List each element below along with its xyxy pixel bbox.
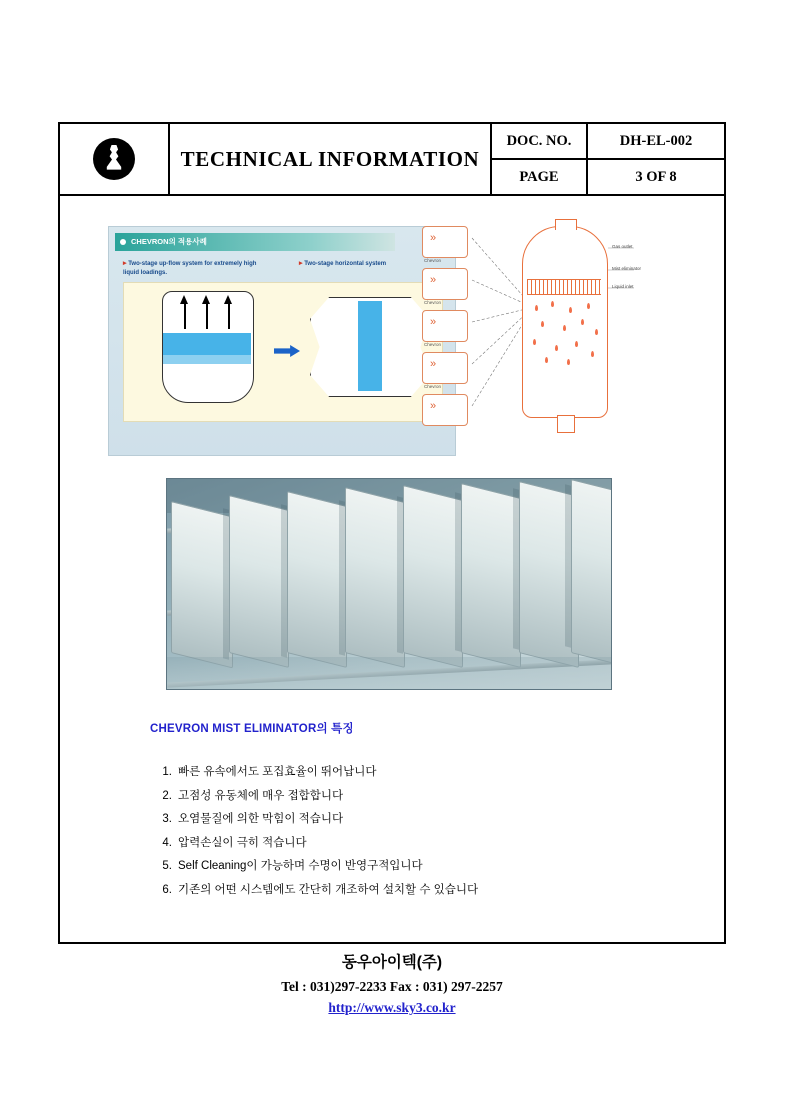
slide-caption-right-text: Two-stage horizontal system — [304, 261, 387, 267]
flow-arrow-up-icon — [202, 295, 210, 304]
vessel-label: Mist eliminator — [612, 266, 642, 271]
vessel-mist-eliminator-layer — [527, 279, 601, 295]
doc-no-row — [492, 124, 724, 160]
list-item — [152, 832, 672, 856]
page-label: PAGE — [492, 160, 588, 194]
list-item-text: 오염물질에 의한 막힘이 적습니다 — [178, 813, 344, 825]
document-meta — [492, 124, 724, 194]
secondary-band — [163, 355, 251, 364]
flow-arrow-up-icon — [224, 295, 232, 304]
slide-caption-left — [123, 259, 273, 278]
vessel-gas-outlet-nozzle — [555, 219, 577, 230]
chevron-caption: Chevron — [424, 342, 442, 347]
slide-title-text: CHEVRON의 적용사례 — [131, 237, 207, 246]
list-item — [152, 879, 672, 903]
page-row — [492, 160, 724, 194]
document-body — [60, 196, 724, 896]
flow-arrow-up-icon — [180, 295, 188, 304]
triangle-bullet-icon: ▸ — [299, 260, 303, 267]
document-frame — [58, 122, 726, 944]
list-item-text: 빠른 유속에서도 포집효율이 뛰어납니다 — [178, 766, 377, 778]
slide-diagram-canvas — [123, 282, 443, 422]
flow-arrow-stem — [184, 303, 186, 329]
transition-arrow-icon — [274, 345, 300, 357]
slide-caption-left-text: Two-stage up-flow system for extremely high liquid loadings. — [123, 261, 257, 276]
chevron-profile-icon: » — [422, 226, 468, 258]
doc-no-value: DH-EL-002 — [619, 132, 693, 149]
features-heading: CHEVRON MIST ELIMINATOR의 특징 — [150, 723, 354, 735]
list-item-number: 2. — [162, 789, 172, 802]
list-item — [152, 808, 672, 832]
chevron-caption: Chevron — [424, 258, 442, 263]
chevron-profile-icon: » — [422, 268, 468, 300]
upflow-vessel-diagram — [148, 291, 266, 415]
vessel-label: Gas outlet — [612, 244, 633, 249]
chevron-vessel-schematic — [412, 208, 668, 448]
list-item-number: 1. — [162, 766, 172, 778]
chevron-profile-icon: » — [422, 310, 468, 342]
chess-rook-emblem-icon — [93, 138, 135, 180]
company-logo — [60, 124, 170, 194]
list-item-number: 3. — [162, 813, 172, 825]
chevron-caption: Chevron — [424, 300, 442, 305]
contact-phone: Tel : 031)297-2233 Fax : 031) 297-2257 — [281, 979, 503, 994]
list-item — [152, 785, 672, 809]
chevron-caption: Chevron — [424, 384, 442, 389]
mist-eliminator-core — [358, 301, 382, 391]
company-website-link[interactable]: http://www.sky3.co.kr — [328, 1000, 456, 1015]
doc-no-label: DOC. NO. — [492, 124, 588, 158]
droplet-field — [529, 301, 601, 367]
document-footer — [58, 950, 726, 1016]
list-item-text: Self Cleaning이 가능하며 수명이 반영구적입니다 — [178, 860, 423, 872]
horizontal-vessel-diagram — [310, 297, 428, 401]
list-item-text: 고점성 유동체에 매우 접합합니다 — [178, 789, 344, 802]
flow-arrow-stem — [228, 303, 230, 329]
vessel-outline-sketch — [522, 226, 608, 418]
page-value: 3 OF 8 — [635, 168, 677, 185]
list-item-text: 기존의 어떤 시스템에도 간단히 개조하여 설치할 수 있습니다 — [178, 883, 479, 896]
list-item-number: 4. — [162, 836, 172, 849]
vessel-label: Liquid inlet — [612, 284, 634, 289]
document-header — [60, 124, 724, 196]
slide-title-bar — [115, 233, 395, 251]
vessel-liquid-outlet-nozzle — [557, 415, 575, 433]
list-item-number: 6. — [162, 883, 172, 896]
chevron-blade-photo — [166, 478, 612, 690]
flow-arrow-stem — [206, 303, 208, 329]
list-item-text: 압력손실이 극히 적습니다 — [178, 836, 307, 849]
company-name: 동우아이텍(주) — [341, 954, 443, 971]
mist-eliminator-band — [163, 333, 251, 355]
application-examples-slide — [108, 226, 456, 456]
bullet-dot-icon — [120, 239, 126, 245]
chevron-profile-icon: » — [422, 352, 468, 384]
list-item-number: 5. — [162, 860, 172, 872]
list-item — [152, 855, 672, 879]
chevron-profile-icon: » — [422, 394, 468, 426]
chevron-profile-column — [422, 218, 478, 433]
triangle-bullet-icon: ▸ — [123, 260, 127, 267]
list-item — [152, 761, 672, 785]
features-list — [152, 761, 672, 902]
page-title: TECHNICAL INFORMATION — [170, 124, 492, 194]
